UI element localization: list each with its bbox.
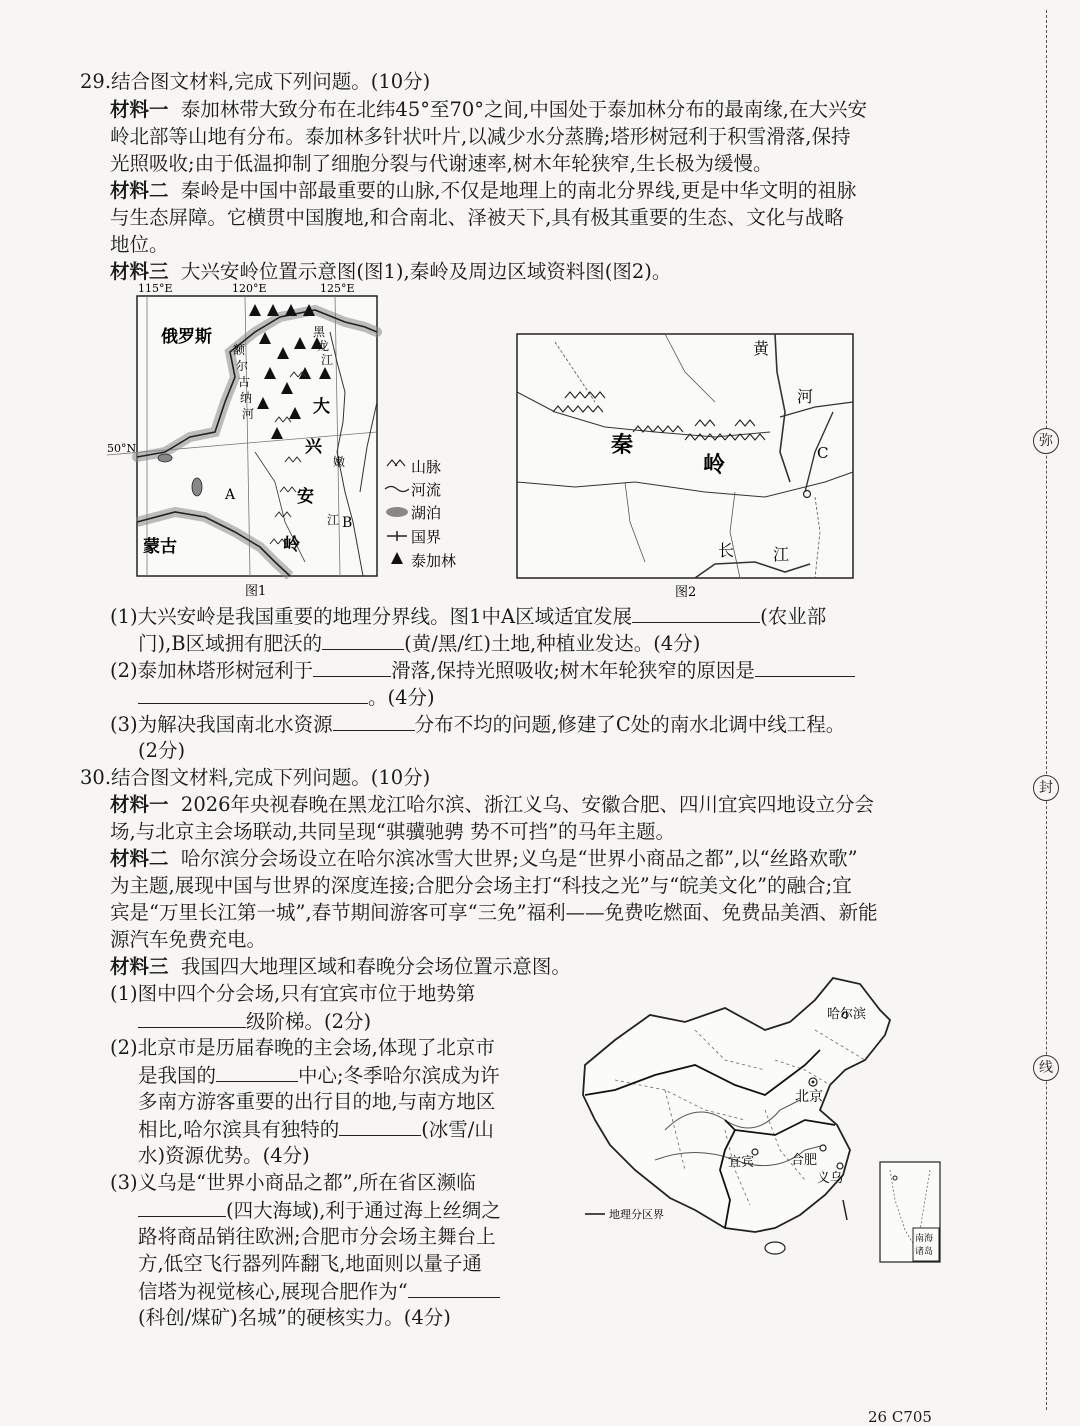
map-legend-boundary: 地理分区界 xyxy=(609,1208,664,1221)
label-jiang: 江 xyxy=(773,545,790,564)
label-qin: 秦 xyxy=(611,432,634,458)
label-mongolia: 蒙古 xyxy=(143,537,177,557)
question-text: 。(4分) xyxy=(368,686,435,709)
figure2-qinling-map xyxy=(515,332,855,600)
label-heilongjiang: 江 xyxy=(321,353,334,367)
label-region-a: A xyxy=(225,487,236,503)
answer-blank[interactable] xyxy=(333,710,415,731)
legend-mountain: 山脉 xyxy=(411,458,442,476)
question-text: 级阶梯。(2分) xyxy=(246,1010,372,1033)
figure2-caption: 图2 xyxy=(675,585,697,600)
q30-sub3-line4: 方,低空飞行器列阵翻飞,地面则以量子通 xyxy=(138,1252,482,1275)
answer-blank[interactable] xyxy=(632,602,760,623)
q29-material1-line3: 光照吸收;由于低温抑制了细胞分裂与代谢速率,树木年轮狭窄,生长极为缓慢。 xyxy=(110,152,773,175)
label-russia: 俄罗斯 xyxy=(161,327,212,347)
question-text: (1)大兴安岭是我国重要的地理分界线。图1中A区域适宜发展 xyxy=(110,605,633,628)
figure-china-regions-map xyxy=(575,970,965,1270)
inset-label: 南海 xyxy=(915,1234,934,1244)
q30-sub1-line1: (1)图中四个分会场,只有宜宾市位于地势第 xyxy=(110,982,476,1005)
question-text: (黄/黑/红)土地,种植业发达。(4分) xyxy=(404,632,701,655)
q30-material2-line1 xyxy=(110,845,858,872)
page-footer-code: 26 C705 xyxy=(868,1408,932,1426)
answer-blank[interactable] xyxy=(313,656,391,677)
question-text: 信塔为视觉核心,展现合肥作为“ xyxy=(138,1280,408,1303)
question-text: (冰雪/山 xyxy=(421,1118,494,1141)
label-huang: 黄 xyxy=(753,339,770,358)
city-yibin: 宜宾 xyxy=(728,1155,755,1170)
city-harbin: 哈尔滨 xyxy=(827,1007,867,1022)
question-text: 相比,哈尔滨具有独特的 xyxy=(138,1118,340,1141)
binding-dashed-line xyxy=(1046,10,1047,1410)
answer-blank[interactable] xyxy=(216,1061,298,1082)
material-text: 我国四大地理区域和春晚分会场位置示意图。 xyxy=(180,955,571,978)
q30-sub2-line4 xyxy=(138,1115,494,1143)
material-label: 材料二 xyxy=(110,179,169,202)
q30-sub3-line2 xyxy=(138,1196,501,1224)
label-nenjiang: 嫩 xyxy=(333,455,346,469)
label-erguna: 纳 xyxy=(240,391,253,405)
margin-seal-xian: 线 xyxy=(1033,1055,1059,1081)
material-label: 材料二 xyxy=(110,847,169,870)
q30-sub3-line3: 路将商品销往欧洲;合肥市分会场主舞台上 xyxy=(138,1225,496,1248)
lon-label: 115°E xyxy=(138,282,173,295)
question-text: (3)为解决我国南北水资源 xyxy=(110,713,333,736)
city-beijing: 北京 xyxy=(795,1089,823,1105)
question-text: (2)泰加林塔形树冠利于 xyxy=(110,659,314,682)
q29-sub2-line2 xyxy=(138,683,435,711)
q30-sub2-line1: (2)北京市是历届春晚的主会场,体现了北京市 xyxy=(110,1036,495,1059)
label-daxinganling: 岭 xyxy=(283,535,300,555)
q29-material1-line2: 岭北部等山地有分布。泰加林多针状叶片,以减少水分蒸腾;塔形树冠利于积雪滑落,保持 xyxy=(110,125,851,148)
q29-sub3-line1 xyxy=(110,710,845,738)
label-daxinganling: 兴 xyxy=(305,437,322,457)
inset-label: 诸岛 xyxy=(915,1247,934,1257)
margin-seal-feng: 封 xyxy=(1033,775,1059,801)
q30-material3 xyxy=(110,953,571,980)
answer-blank[interactable] xyxy=(408,1277,500,1298)
legend-lake: 湖泊 xyxy=(411,504,442,522)
answer-blank[interactable] xyxy=(339,1115,421,1136)
q29-material3 xyxy=(110,258,671,285)
material-text: 秦岭是中国中部最重要的山脉,不仅是地理上的南北分界线,更是中华文明的祖脉 xyxy=(180,179,857,202)
legend-border: 国界 xyxy=(411,528,442,546)
q29-sub3-line2: (2分) xyxy=(138,739,186,762)
label-nenjiang: 江 xyxy=(327,513,340,527)
material-label: 材料一 xyxy=(110,98,169,121)
legend-river: 河流 xyxy=(411,481,442,499)
q29-material2-line3: 地位。 xyxy=(110,233,169,256)
question-text: 滑落,保持光照吸收;树木年轮狭窄的原因是 xyxy=(391,659,755,682)
q30-sub2-line2 xyxy=(138,1061,500,1089)
label-ling: 岭 xyxy=(703,452,726,478)
label-daxinganling: 大 xyxy=(313,397,330,417)
label-heilongjiang: 黑 xyxy=(313,325,326,339)
q29-material1-line1 xyxy=(110,96,867,123)
q29-heading: 29.结合图文材料,完成下列问题。(10分) xyxy=(80,70,431,93)
q30-material2-line2: 为主题,展现中国与世界的深度连接;合肥分会场主打“科技之光”与“皖美文化”的融合;宜 xyxy=(110,874,852,897)
question-text: (农业部 xyxy=(760,605,827,628)
q30-material1-line2: 场,与北京主会场联动,共同呈现“骐骥驰骋 势不可挡”的马年主题。 xyxy=(110,820,676,843)
answer-blank[interactable] xyxy=(322,629,404,650)
q30-sub3-line6: (科创/煤矿)名城”的硬核实力。(4分) xyxy=(138,1306,451,1329)
q30-sub1-line2 xyxy=(138,1007,371,1035)
label-daxinganling: 安 xyxy=(297,487,314,507)
question-text: 分布不均的问题,修建了C处的南水北调中线工程。 xyxy=(414,713,846,736)
label-erguna: 额 xyxy=(233,343,246,357)
material-text: 2026年央视春晚在黑龙江哈尔滨、浙江义乌、安徽合肥、四川宜宾四地设立分会 xyxy=(180,793,875,816)
q29-material2-line1 xyxy=(110,177,856,204)
question-text: 门),B区域拥有肥沃的 xyxy=(138,632,323,655)
q30-sub3-line5 xyxy=(138,1277,500,1305)
q29-sub2-line1 xyxy=(110,656,855,684)
label-erguna: 河 xyxy=(242,407,255,421)
label-heilongjiang: 龙 xyxy=(317,339,330,353)
material-label: 材料三 xyxy=(110,955,169,978)
q30-material2-line3: 宾是“万里长江第一城”,春节期间游客可享“三免”福利——免费吃燃面、免费品美酒、新能 xyxy=(110,901,878,924)
answer-blank[interactable] xyxy=(755,656,855,677)
q29-sub1-line2 xyxy=(138,629,700,657)
q30-sub3-line1: (3)义乌是“世界小商品之都”,所在省区濒临 xyxy=(110,1171,476,1194)
label-erguna: 尔 xyxy=(236,359,249,373)
label-erguna: 古 xyxy=(238,375,251,389)
question-text: 中心;冬季哈尔滨成为许 xyxy=(298,1064,500,1087)
lon-label: 120°E xyxy=(232,282,267,295)
q30-sub2-line5: 水)资源优势。(4分) xyxy=(138,1144,310,1167)
city-hefei: 合肥 xyxy=(791,1153,818,1168)
legend-taiga: 泰加林 xyxy=(411,552,457,570)
material-text: 大兴安岭位置示意图(图1),秦岭及周边区域资料图(图2)。 xyxy=(180,260,672,283)
material-label: 材料一 xyxy=(110,793,169,816)
city-yiwu: 义乌 xyxy=(817,1171,844,1186)
q30-sub2-line3: 多南方游客重要的出行目的地,与南方地区 xyxy=(138,1090,496,1113)
q29-sub1-line1 xyxy=(110,602,826,630)
answer-blank[interactable] xyxy=(138,683,368,704)
figure1-daxinganling-map xyxy=(105,282,480,600)
lon-label: 125°E xyxy=(320,282,355,295)
label-c: C xyxy=(817,444,829,462)
answer-blank[interactable] xyxy=(138,1007,246,1028)
material-text: 泰加林带大致分布在北纬45°至70°之间,中国处于泰加林分布的最南缘,在大兴安 xyxy=(180,98,867,121)
material-label: 材料三 xyxy=(110,260,169,283)
label-chang: 长 xyxy=(718,541,735,560)
material-text: 哈尔滨分会场设立在哈尔滨冰雪大世界;义乌是“世界小商品之都”,以“丝路欢歌” xyxy=(180,847,858,870)
q30-material2-line4: 源汽车免费充电。 xyxy=(110,928,267,951)
label-he: 河 xyxy=(797,387,814,406)
q30-heading: 30.结合图文材料,完成下列问题。(10分) xyxy=(80,766,431,789)
question-text: 是我国的 xyxy=(138,1064,217,1087)
lat-label: 50°N xyxy=(107,442,137,455)
q30-material1-line1 xyxy=(110,791,874,818)
figure1-caption: 图1 xyxy=(245,584,267,599)
question-text: (四大海域),利于通过海上丝绸之 xyxy=(226,1199,501,1222)
label-region-b: B xyxy=(342,515,353,531)
answer-blank[interactable] xyxy=(138,1196,226,1217)
margin-seal-mi: 弥 xyxy=(1033,428,1059,454)
q29-material2-line2: 与生态屏障。它横贯中国腹地,和合南北、泽被天下,具有极其重要的生态、文化与战略 xyxy=(110,206,844,229)
